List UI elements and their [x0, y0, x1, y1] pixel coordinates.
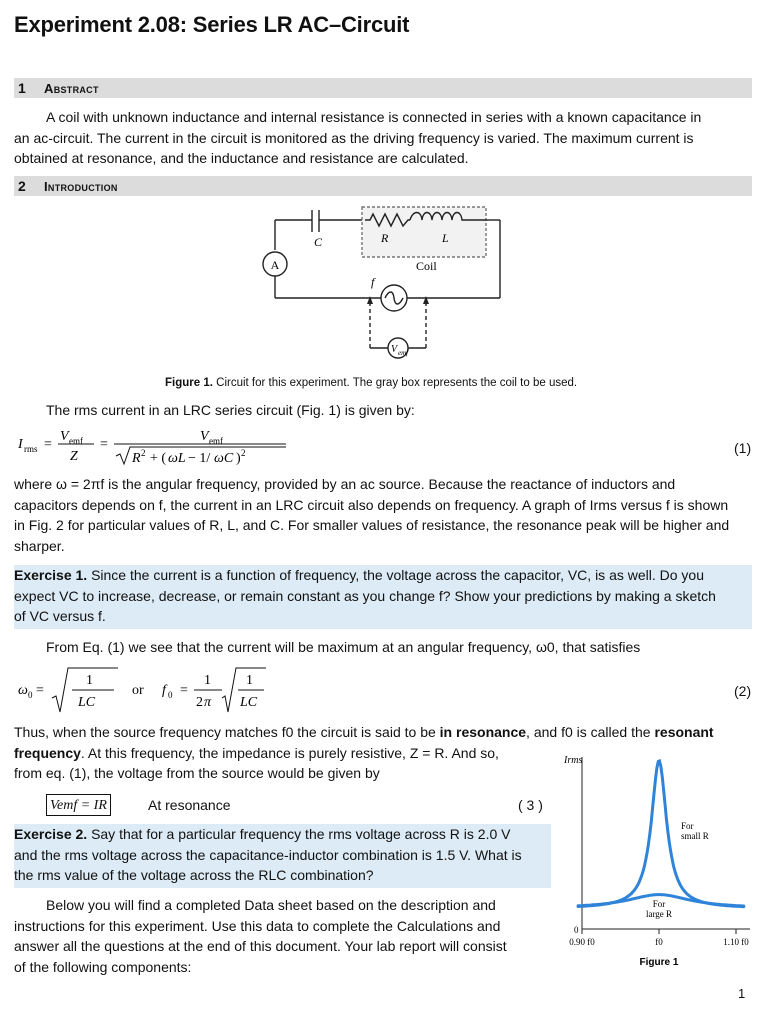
text-line: in Fig. 2 for particular values of R, L, and C. For smaller values of resistance, the resonance peak will be higher and [14, 517, 730, 533]
text-line: instructions for this experiment. Use this data to complete the Calculations and [14, 917, 501, 934]
svg-text:=: = [36, 683, 44, 698]
section-title: Introduction [44, 179, 118, 194]
caption-text: Circuit for this experiment. The gray box represents the coil to be used. [216, 377, 578, 389]
text-line: Since the current is a function of frequency, the voltage across the capacitor, VC, is as well. Do you [91, 567, 705, 583]
svg-text:V: V [60, 429, 69, 444]
svg-text:− 1/: − 1/ [188, 451, 211, 466]
svg-text:f: f [162, 683, 166, 698]
page-title: Experiment 2.08: Series LR AC–Circuit [14, 12, 410, 37]
intro-line: The rms current in an LRC series circuit (Fig. 1) is given by: [46, 402, 415, 418]
text-line: A coil with unknown inductance and internal resistance is connected in series with a known capacitance in [46, 109, 702, 125]
x-tick-label: 1.10 f0 [723, 937, 749, 947]
svg-text:2: 2 [241, 448, 246, 458]
y-axis-label: Irms [564, 755, 583, 766]
annotation-large-r-text: large R [645, 909, 673, 919]
svg-text:+ (: + ( [150, 451, 167, 466]
equation-text: Vemf = IR [50, 798, 107, 813]
svg-text:=: = [180, 683, 188, 698]
svg-text:=: = [44, 437, 52, 452]
equation-1 [14, 420, 314, 468]
text-line: and the rms voltage across the capacitance-inductor combination is 1.5 V. What is [14, 846, 522, 863]
y-tick-label: 0 [574, 925, 579, 935]
text-line: answer all the questions at the end of this document. Your lab report will consist [14, 938, 507, 954]
svg-text:2: 2 [141, 448, 146, 458]
svg-text:ωL: ωL [168, 451, 186, 466]
text-line: sharper. [14, 537, 65, 554]
x-tick-label: 0.90 f0 [569, 937, 595, 947]
svg-text:2: 2 [196, 695, 203, 710]
ammeter-label: A [270, 258, 280, 272]
section-header-abstract [14, 78, 752, 98]
equation-3-box [46, 794, 111, 816]
exercise-label: Exercise 1. [14, 567, 88, 583]
arrow-up-icon [367, 296, 373, 304]
text-span: Thus, when the source frequency matches f0 the circuit is said to be [14, 724, 440, 740]
section-number: 2 [18, 178, 26, 194]
svg-text:emf: emf [209, 436, 223, 446]
equation-number: (1) [734, 440, 752, 456]
svg-text:π: π [204, 695, 212, 710]
text-line: an ac-circuit. The current in the circuit is monitored as the driving frequency is varied. The maximum current is [14, 129, 694, 146]
svg-text:1: 1 [86, 673, 93, 688]
equation-3-condition: At resonance [148, 797, 231, 813]
source-label: f [371, 275, 375, 289]
arrow-up-icon [423, 296, 429, 304]
svg-text:ωC: ωC [214, 451, 234, 466]
abstract-text [14, 107, 752, 169]
bold-term: in resonance [439, 724, 527, 740]
svg-text:LC: LC [78, 695, 96, 710]
section-title: Abstract [44, 81, 99, 96]
bold-term: frequency [14, 744, 81, 761]
text-line: where ω = 2πf is the angular frequency, provided by an ac source. Because the reactance of inductors and [14, 476, 676, 492]
resonance-chart [556, 745, 766, 975]
exercise-label: Exercise 2. [14, 826, 88, 842]
equation-number: (2) [734, 683, 752, 699]
svg-text:emf: emf [69, 436, 83, 446]
text-line: capacitors depends on f, the current in an LRC circuit also depends on frequency. A graph of Irms versus f is shown [14, 496, 729, 513]
annotation-small-r: For [681, 821, 694, 831]
equation-2 [14, 660, 274, 716]
or-word: or [132, 683, 144, 698]
inductor-label: L [442, 231, 449, 245]
chart-title: Figure 1 [639, 957, 679, 968]
eq2-intro: From Eq. (1) we see that the current will be maximum at an angular frequency, ω0, that satisfies [46, 639, 641, 655]
exercise-2-box [14, 824, 551, 888]
text-line: of VC versus f. [14, 608, 106, 624]
svg-text:rms: rms [24, 444, 38, 454]
text-line: Below you will find a completed Data sheet based on the description and [46, 897, 496, 913]
coil-label: Coil [416, 259, 437, 273]
svg-text:Z: Z [70, 449, 78, 464]
section-number: 1 [18, 80, 26, 96]
text-line: obtained at resonance, and the inductance and resistance are calculated. [14, 150, 469, 166]
svg-text:=: = [100, 437, 108, 452]
caption-label: Figure 1. [165, 377, 213, 389]
annotation-large-r: For [652, 899, 666, 909]
annotation-small-r-text: small R [681, 831, 709, 841]
x-tick-label: f0 [655, 937, 663, 947]
svg-text:): ) [236, 451, 241, 466]
exercise-1-box [14, 565, 752, 629]
svg-text:LC: LC [240, 695, 258, 710]
svg-text:R: R [132, 451, 141, 466]
page-number: 1 [738, 986, 746, 1001]
where-paragraph [14, 474, 752, 556]
svg-text:1: 1 [246, 673, 253, 688]
bold-term: resonant [654, 724, 714, 740]
svg-text:0: 0 [28, 690, 33, 700]
svg-text:V: V [200, 429, 209, 444]
resistor-label: R [381, 231, 389, 245]
figure-caption [165, 377, 725, 389]
series-line-small-r [578, 761, 744, 907]
text-span: . At this frequency, the impedance is purely resistive, Z = R. And so, [80, 744, 499, 761]
equation-number: ( 3 ) [518, 797, 543, 813]
svg-text:I: I [18, 437, 23, 452]
text-span: , and f0 is called the [526, 724, 655, 740]
voltmeter-label: V [391, 344, 398, 355]
text-line: the rms value of the voltage across the RLC combination? [14, 867, 374, 883]
text-line: of the following components: [14, 958, 192, 975]
svg-text:1: 1 [204, 673, 211, 688]
circuit-diagram [250, 200, 520, 360]
text-line: from eq. (1), the voltage from the source would be given by [14, 765, 380, 781]
text-line: Say that for a particular frequency the rms voltage across R is 2.0 V [91, 826, 511, 842]
svg-text:0: 0 [168, 690, 173, 700]
closing-paragraph [14, 895, 551, 977]
svg-text:ω: ω [18, 683, 28, 698]
capacitor-label: C [314, 235, 323, 249]
text-line: expect VC to increase, decrease, or remain constant as you change f? Show your predictions by making a sketch [14, 587, 716, 604]
voltmeter-sub: emf [398, 349, 409, 357]
section-header-introduction [14, 176, 752, 196]
